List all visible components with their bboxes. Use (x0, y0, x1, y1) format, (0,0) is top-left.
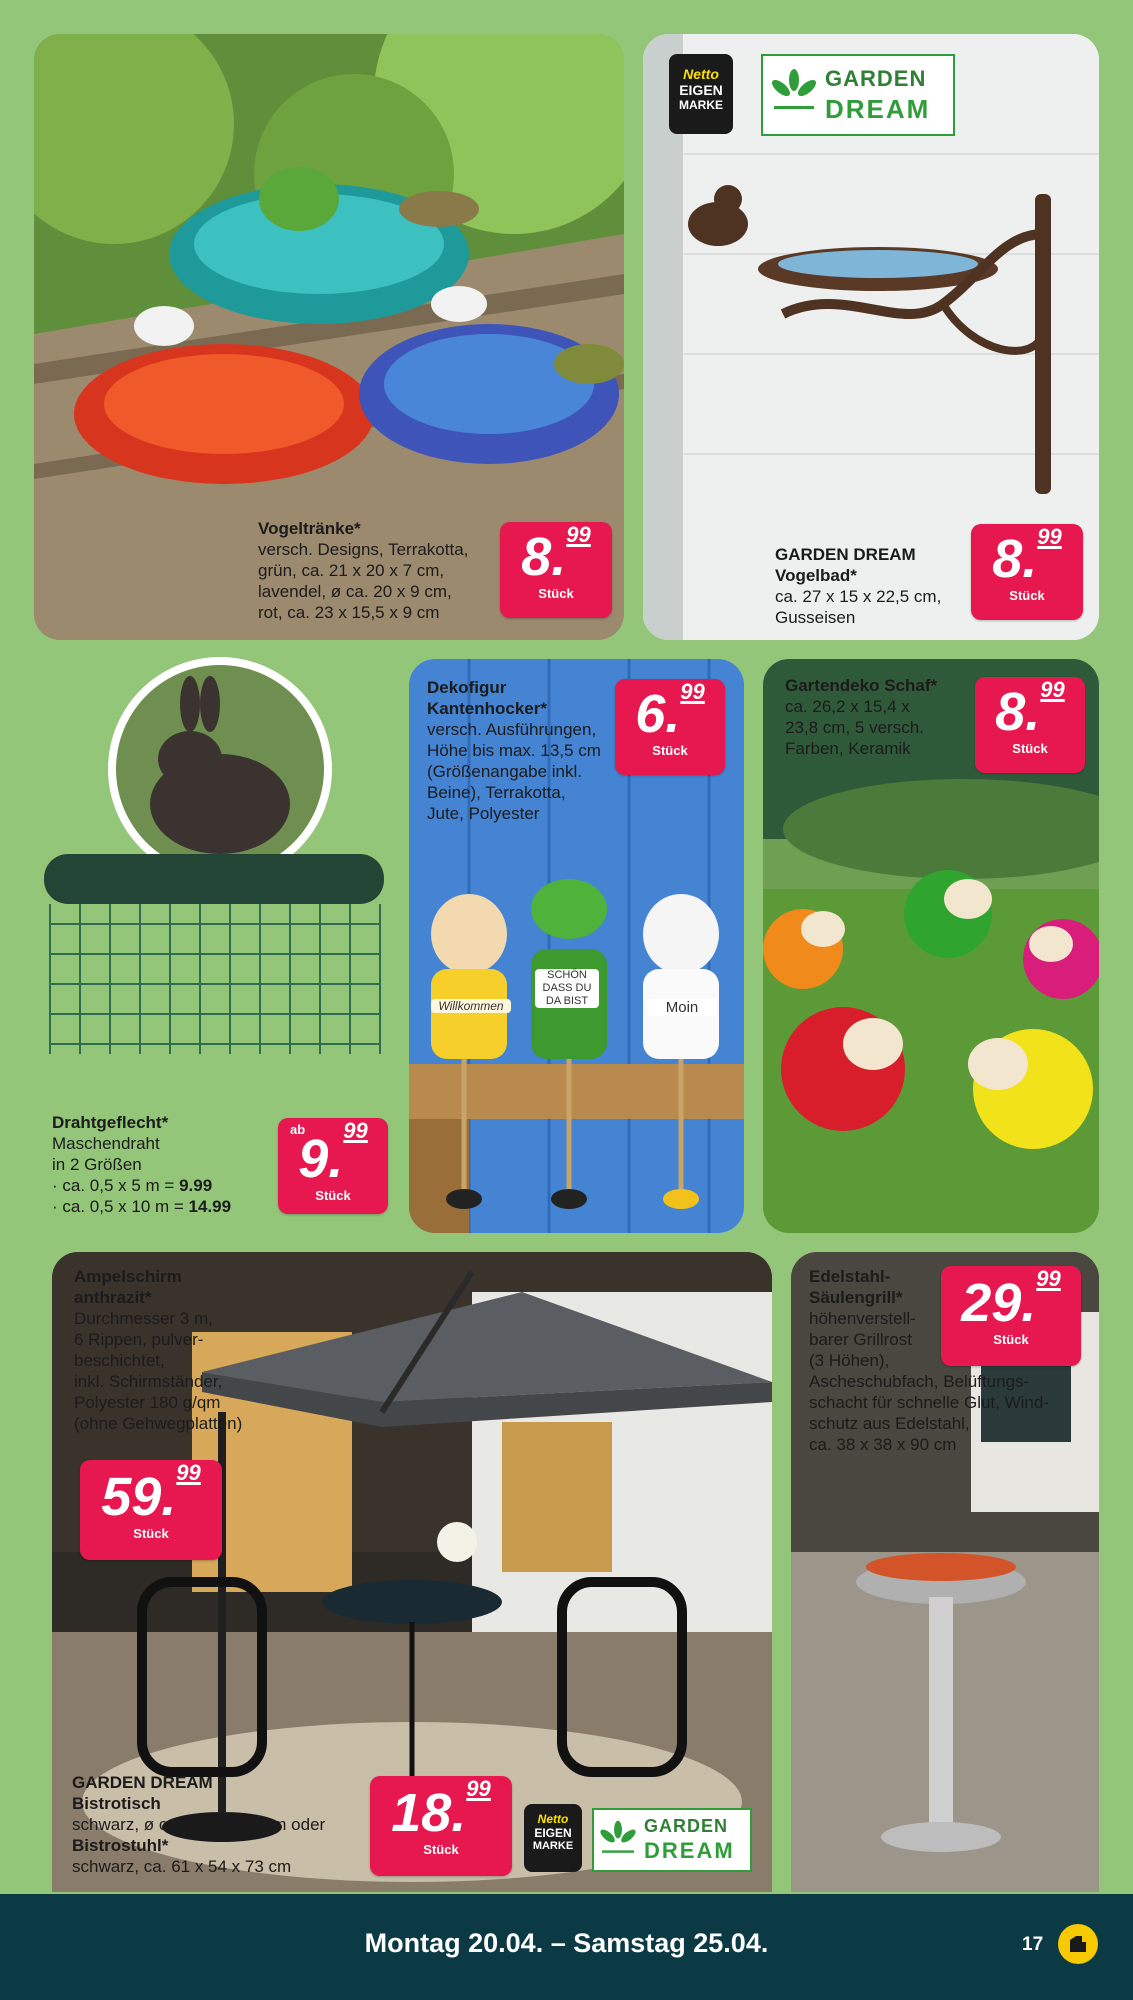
price-main: 9. (298, 1129, 344, 1189)
product-detail: (Größenangabe inkl. (427, 762, 582, 781)
vogelbad-text (775, 544, 995, 628)
size-price: 9.99 (179, 1176, 213, 1195)
price-cents: 99 (176, 1460, 201, 1485)
chicken-wire-photo (40, 654, 400, 1074)
product-detail: versch. Designs, Terrakotta, (258, 540, 469, 559)
price-cents: 99 (566, 522, 591, 547)
product-detail: beschichtet, (74, 1351, 165, 1370)
price-cents: 99 (343, 1118, 368, 1143)
product-title: Gartendeko Schaf* (785, 676, 938, 695)
price-unit: Stück (538, 586, 574, 601)
product-detail: (3 Höhen), (809, 1351, 890, 1370)
price-main: 8. (995, 682, 1041, 742)
product-detail: (ohne Gehwegplatten) (74, 1414, 243, 1433)
footer-bar (0, 1894, 1133, 2000)
dog-icon (1058, 1924, 1098, 1964)
schaf-text (785, 675, 985, 759)
product-detail: schwarz, ca. 61 x 54 x 73 cm (72, 1857, 292, 1876)
price-main: 8. (521, 527, 567, 587)
price-prefix: ab (290, 1122, 306, 1137)
product-detail: 23,8 cm, 5 versch. (785, 718, 924, 737)
product-detail: Durchmesser 3 m, (74, 1309, 213, 1328)
product-detail: Ascheschubfach, Belüftungs- (809, 1372, 1030, 1391)
page-number: 17 (1022, 1934, 1044, 1955)
logo-text: GARDEN (644, 1816, 729, 1836)
product-card-dekofigur[interactable] (409, 659, 744, 1233)
price-tag (278, 1118, 388, 1214)
price-tag (975, 677, 1085, 773)
product-detail: in 2 Größen (52, 1155, 142, 1174)
bistro-set-text (72, 1772, 372, 1877)
product-card-vogelbad[interactable] (643, 34, 1099, 640)
figure-sign-moin: Moin (647, 999, 717, 1016)
product-detail: schutz aus Edelstahl, (809, 1414, 970, 1433)
product-title: GARDEN DREAM (72, 1773, 213, 1792)
logo-text: Netto (537, 1812, 569, 1826)
size-text: · ca. 0,5 x 5 m = (52, 1176, 180, 1195)
product-detail: rot, ca. 23 x 15,5 x 9 cm (258, 603, 440, 622)
product-detail: grün, ca. 21 x 20 x 7 cm, (258, 561, 445, 580)
product-detail: versch. Ausführungen, (427, 720, 597, 739)
logo-text: EIGEN (679, 82, 723, 98)
product-title: Edelstahl- (809, 1267, 891, 1286)
price-cents: 99 (1037, 524, 1062, 549)
netto-eigenmarke-logo (524, 1804, 582, 1872)
price-tag (370, 1776, 512, 1876)
product-detail: ca. 27 x 15 x 22,5 cm, (775, 587, 942, 606)
product-detail: ca. 26,2 x 15,4 x (785, 697, 910, 716)
logo-text: GARDEN (825, 66, 927, 91)
product-title: Drahtgeflecht* (52, 1113, 169, 1132)
price-unit: Stück (1012, 741, 1048, 756)
size-option (52, 1175, 292, 1196)
logo-text: Netto (683, 66, 719, 82)
product-detail: ca. 38 x 38 x 90 cm (809, 1435, 957, 1454)
product-detail: Höhe bis max. 13,5 cm (427, 741, 601, 760)
price-tag (941, 1266, 1081, 1366)
product-card-ampelschirm[interactable] (52, 1252, 772, 1892)
logo-text: MARKE (532, 1840, 574, 1852)
price-unit: Stück (652, 743, 688, 758)
price-unit: Stück (1009, 588, 1045, 603)
price-unit: Stück (133, 1526, 169, 1541)
price-cents: 99 (466, 1776, 491, 1801)
product-card-grill[interactable] (791, 1252, 1099, 1892)
product-title: Bistrotisch (72, 1794, 161, 1813)
netto-eigenmarke-logo (669, 54, 733, 134)
flower-icon (769, 68, 819, 118)
price-tag (500, 522, 612, 618)
price-cents: 99 (680, 679, 705, 704)
logo-text: DREAM (825, 94, 931, 124)
product-title: Vogelbad* (775, 566, 857, 585)
flower-icon (598, 1820, 638, 1860)
price-cents: 99 (1040, 677, 1065, 702)
product-card-schaf[interactable] (763, 659, 1099, 1233)
product-detail: schwarz, ø ca. 60 x H 70 cm oder (72, 1815, 326, 1834)
price-unit: Stück (315, 1188, 351, 1203)
ampelschirm-text (74, 1266, 334, 1434)
product-card-vogeltraenke[interactable] (34, 34, 624, 640)
product-title: Säulengrill* (809, 1288, 903, 1307)
offer-dates: Montag 20.04. – Samstag 25.04. (364, 1928, 769, 1958)
product-title: Bistrostuhl* (72, 1836, 169, 1855)
product-title: GARDEN DREAM (775, 545, 916, 564)
product-detail: Farben, Keramik (785, 739, 911, 758)
vogeltraenke-text (258, 518, 518, 623)
figure-sign-willkommen: Willkommen (431, 999, 511, 1013)
product-detail: inkl. Schirmständer, (74, 1372, 223, 1391)
logo-text: DREAM (644, 1838, 735, 1863)
price-tag (80, 1460, 222, 1560)
price-unit: Stück (423, 1842, 459, 1857)
price-main: 6. (635, 684, 681, 744)
product-detail: höhenverstell- (809, 1309, 916, 1328)
product-title: Vogeltränke* (258, 519, 361, 538)
logo-text: MARKE (679, 98, 723, 112)
dekofigur-text (427, 677, 632, 824)
size-text: · ca. 0,5 x 10 m = (52, 1197, 189, 1216)
price-main: 18. (391, 1783, 467, 1843)
drahtgeflecht-text (52, 1112, 292, 1217)
price-tag (615, 679, 725, 775)
product-detail: barer Grillrost (809, 1330, 912, 1349)
product-detail: Gusseisen (775, 608, 856, 627)
price-main: 29. (961, 1273, 1037, 1333)
garden-dream-logo (761, 54, 955, 136)
product-detail: schacht für schnelle Glut, Wind- (809, 1393, 1049, 1412)
product-detail: Beine), Terrakotta, (427, 783, 566, 802)
price-cents: 99 (1036, 1266, 1061, 1291)
product-detail: Jute, Polyester (427, 804, 540, 823)
price-tag (971, 524, 1083, 620)
price-unit: Stück (993, 1332, 1029, 1347)
product-title: Ampelschirm (74, 1267, 182, 1286)
product-title: anthrazit* (74, 1288, 152, 1307)
product-detail: 6 Rippen, pulver- (74, 1330, 204, 1349)
size-option (52, 1196, 292, 1217)
product-title: Kantenhocker* (427, 699, 547, 718)
garden-dream-logo (592, 1808, 752, 1872)
size-price: 14.99 (188, 1197, 232, 1216)
product-title: Dekofigur (427, 678, 507, 697)
price-main: 59. (101, 1467, 177, 1527)
product-detail: lavendel, ø ca. 20 x 9 cm, (258, 582, 452, 601)
netto-scottie-dog-icon (1058, 1924, 1098, 1964)
price-main: 8. (992, 529, 1038, 589)
figure-sign-schoen-dass-du-da-bist: SCHÖN DASS DU DA BIST (535, 969, 599, 1008)
product-detail: Maschendraht (52, 1134, 160, 1153)
logo-text: EIGEN (534, 1826, 572, 1840)
product-detail: Polyester 180 g/qm (74, 1393, 221, 1412)
